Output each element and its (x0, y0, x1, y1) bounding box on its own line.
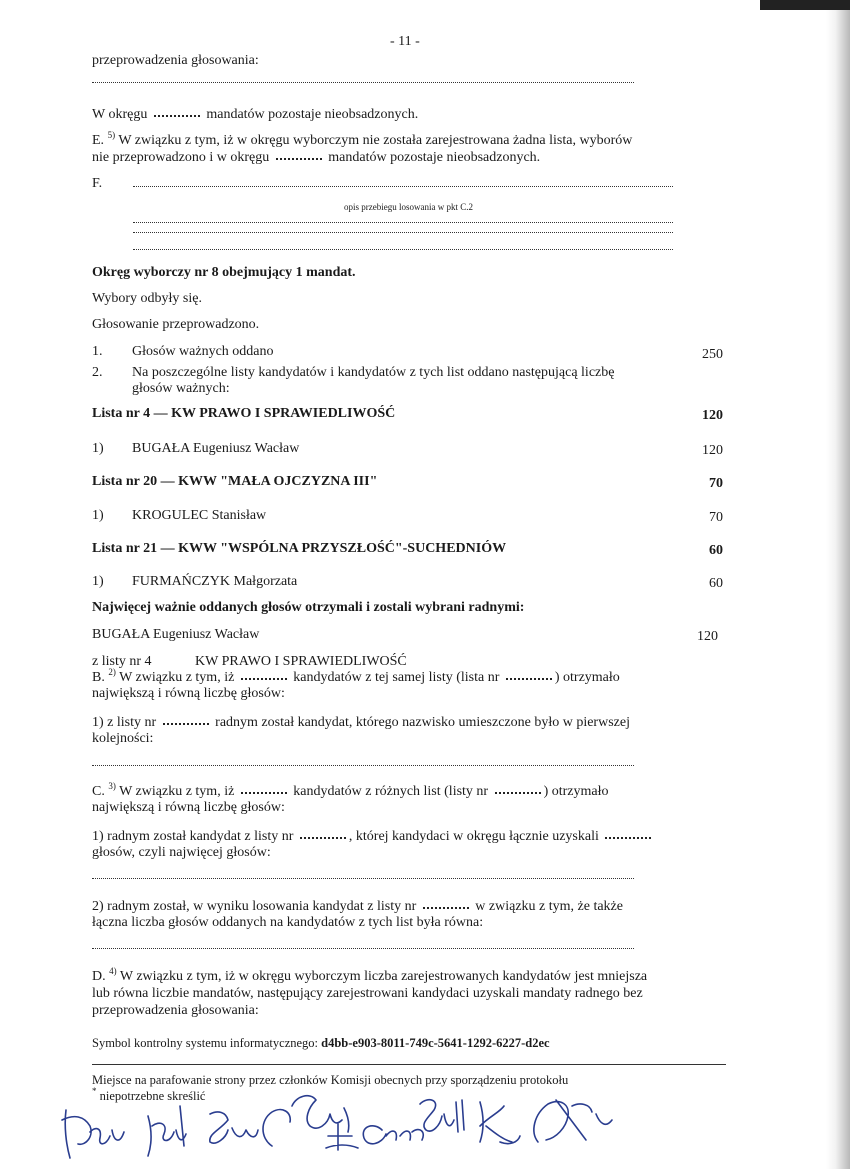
section-e-text1: W związku z tym, iż w okręgu wyborczym nie została zarejestrowana żadna lista, wyborów (118, 133, 633, 148)
elected-list-no: z listy nr 4 (92, 654, 152, 669)
section-c-sub2-a: 2) radnym został, w wyniku losowania kandydat z listy nr (92, 899, 417, 914)
elected-votes: 120 (697, 629, 718, 644)
blank-field (506, 678, 552, 680)
okreg8-wybory: Wybory odbyły się. (92, 291, 202, 306)
section-c-sub1-b: , której kandydaci w okręgu łącznie uzyskali (348, 829, 599, 844)
section-c-sub1-line2: głosów, czyli najwięcej głosów: (92, 845, 271, 860)
blank-field (241, 792, 287, 794)
fill-line (92, 878, 634, 879)
fill-line (133, 232, 673, 233)
section-b-text-a: W związku z tym, iż (119, 670, 235, 685)
section-d-label: D. (92, 969, 106, 984)
okreg-mandaty-line (92, 107, 418, 123)
section-c-sub1-a: 1) radnym został kandydat z listy nr (92, 829, 294, 844)
item-valid-votes-value: 250 (702, 347, 723, 362)
blank-field (163, 723, 209, 725)
intro-tail: przeprowadzenia głosowania: (92, 53, 259, 68)
section-c-text-a: W związku z tym, iż (119, 784, 235, 799)
list-votes: 70 (709, 476, 723, 491)
section-f-caption: opis przebiegu losowania w pkt C.2 (344, 202, 473, 212)
signature-mark (534, 1100, 612, 1142)
blank-field (605, 837, 651, 839)
blank-field (423, 907, 469, 909)
control-value: d4bb-e903-8011-749c-5641-1292-6227-d2ec (321, 1036, 550, 1050)
blank-field (276, 158, 322, 160)
candidate-name: BUGAŁA Eugeniusz Wacław (132, 441, 300, 456)
candidate-num: 1) (92, 574, 104, 589)
signature-mark (326, 1124, 358, 1150)
footnote-mark: * (92, 1086, 97, 1096)
candidate-name: KROGULEC Stanisław (132, 508, 267, 523)
candidate-votes: 120 (702, 443, 723, 458)
signature-mark (420, 1100, 464, 1132)
section-c-text-c: ) otrzymało (543, 784, 609, 799)
section-b-line2: największą i równą liczbę głosów: (92, 686, 285, 701)
section-b-text-c: ) otrzymało (554, 670, 620, 685)
fill-line (133, 222, 673, 223)
section-b-label: B. (92, 670, 105, 685)
elected-name: BUGAŁA Eugeniusz Wacław (92, 627, 260, 642)
section-f-label: F. (92, 176, 103, 191)
section-e-line2 (92, 150, 540, 166)
fill-line (133, 249, 673, 250)
item-valid-votes-label: Głosów ważnych oddano (132, 344, 274, 359)
candidate-votes: 60 (709, 576, 723, 591)
section-b-sub1 (92, 715, 630, 731)
section-b-text-b: kandydatów z tej samej listy (lista nr (293, 670, 500, 685)
scan-edge-top (760, 0, 850, 10)
list-votes: 60 (709, 543, 723, 558)
candidate-votes: 70 (709, 510, 723, 525)
item-num: 1. (92, 344, 103, 359)
list-header: Lista nr 20 — KWW "MAŁA OJCZYZNA III" (92, 474, 378, 489)
signature-mark (480, 1102, 520, 1144)
section-c-sub2-b: w związku z tym, że także (475, 899, 623, 914)
elected-heading: Najwięcej ważnie oddanych głosów otrzymali i zostali wybrani radnymi: (92, 600, 525, 615)
section-b-line1 (92, 667, 620, 686)
item-num: 2. (92, 365, 103, 380)
list-header: Lista nr 4 — KW PRAWO I SPRAWIEDLIWOŚĆ (92, 406, 396, 421)
section-e-text2: nie przeprowadzono i w okręgu (92, 150, 270, 165)
section-b-sub1-b: radnym został kandydat, którego nazwisko umieszczone było w pierwszej (215, 715, 630, 730)
list-votes: 120 (702, 408, 723, 423)
section-c-sub1 (92, 829, 654, 845)
section-c-sup: 3) (108, 781, 116, 791)
section-e-sup: 5) (107, 130, 116, 140)
scan-edge-right (826, 0, 850, 1169)
blank-field (154, 115, 200, 117)
okreg8-heading: Okręg wyborczy nr 8 obejmujący 1 mandat. (92, 265, 356, 280)
control-symbol (92, 1035, 550, 1051)
section-d-sup: 4) (109, 966, 117, 976)
elected-list-name: KW PRAWO I SPRAWIEDLIWOŚĆ (195, 654, 407, 669)
blank-field (241, 678, 287, 680)
okreg-mandaty-before: W okręgu (92, 107, 148, 122)
fill-line (133, 186, 673, 187)
okreg-mandaty-after: mandatów pozostaje nieobsadzonych. (206, 107, 419, 122)
footnote-text: niepotrzebne skreślić (99, 1089, 206, 1103)
item-lists-text1: Na poszczególne listy kandydatów i kandydatów z tych list oddano następującą liczbę (132, 365, 615, 380)
section-c-sub2-line2: łączna liczba głosów oddanych na kandydatów z tych list była równa: (92, 915, 484, 930)
list-header: Lista nr 21 — KWW "WSPÓLNA PRZYSZŁOŚĆ"-SUCHEDNIÓW (92, 541, 507, 556)
section-b-sup: 2) (108, 667, 116, 677)
control-label: Symbol kontrolny systemu informatycznego: (92, 1036, 319, 1050)
section-c-sub2 (92, 899, 623, 915)
okreg8-glosowanie: Głosowanie przeprowadzono. (92, 317, 260, 332)
fill-line (92, 765, 634, 766)
section-c-label: C. (92, 784, 105, 799)
signature-mark (62, 1110, 124, 1158)
section-d-line2: lub równa liczbie mandatów, następujący zarejestrowani kandydaci uzyskali mandaty radnego bez (92, 986, 643, 1001)
section-e-line1 (92, 130, 633, 149)
signature-mark (148, 1106, 186, 1156)
signature-mark (263, 1096, 349, 1146)
candidate-name: FURMAŃCZYK Małgorzata (132, 574, 298, 589)
section-b-sub1-line2: kolejności: (92, 731, 154, 746)
section-c-line2: największą i równą liczbę głosów: (92, 800, 285, 815)
fill-line (92, 82, 634, 83)
blank-field (300, 837, 346, 839)
section-e-label: E. (92, 133, 105, 148)
section-e-text3: mandatów pozostaje nieobsadzonych. (328, 150, 541, 165)
candidate-num: 1) (92, 508, 104, 523)
section-d-line3: przeprowadzenia głosowania: (92, 1003, 259, 1018)
footer-note: Miejsce na parafowanie strony przez członków Komisji obecnych przy sporządzeniu protokołu (92, 1073, 569, 1087)
fill-line (92, 948, 634, 949)
section-d-text1: W związku z tym, iż w okręgu wyborczym liczba zarejestrowanych kandydatów jest mniejsza (119, 969, 648, 984)
member-signatures (60, 1086, 800, 1166)
section-c-text-b: kandydatów z różnych list (listy nr (293, 784, 489, 799)
page-number: - 11 - (390, 34, 420, 49)
blank-field (495, 792, 541, 794)
section-b-sub1-a: 1) z listy nr (92, 715, 157, 730)
signature-mark (363, 1126, 423, 1144)
candidate-num: 1) (92, 441, 104, 456)
item-lists-text2: głosów ważnych: (132, 381, 230, 396)
signature-mark (210, 1112, 258, 1143)
footer-rule (92, 1064, 726, 1065)
section-d-line1 (92, 966, 648, 985)
section-c-line1 (92, 781, 609, 800)
